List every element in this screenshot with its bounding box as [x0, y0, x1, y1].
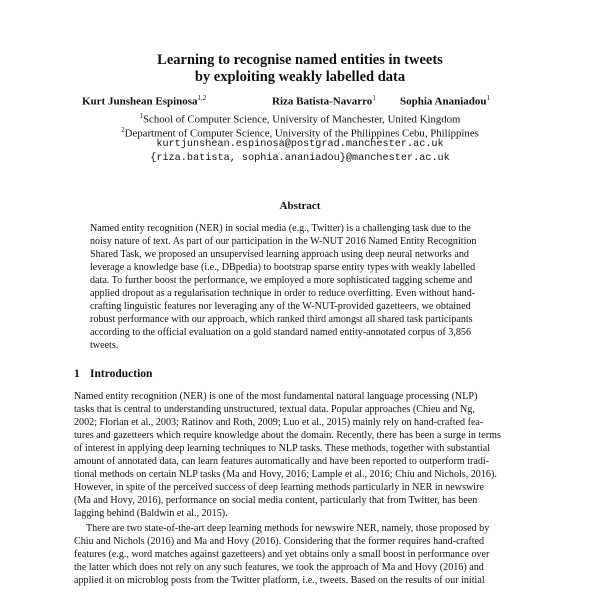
abstract-line: data. To further boost the performance, we employed a more sophisticated tagging scheme and [90, 275, 473, 286]
abstract-line: Shared Task, we proposed an unsupervised learning approach using deep neural networks and [90, 249, 469, 260]
section-heading [74, 368, 152, 380]
author [400, 94, 490, 108]
author-email: kurtjunshean.espinosa@postgrad.manchester.ac.uk [156, 139, 444, 150]
abstract-line: noisy nature of text. As part of our participation in the W-NUT 2016 Named Entity Recognition [90, 236, 477, 247]
abstract-line: crafting linguistic features nor leveraging any of the W-NUT-provided gazetteers, we obtained [90, 301, 471, 312]
body-line: There are two state-of-the-art deep learning methods for newswire NER, namely, those proposed by [86, 523, 490, 534]
paper-title-line-2: by exploiting weakly labelled data [194, 69, 406, 85]
body-line: tasks that is central to understanding unstructured, textual data. Popular approaches (Chieu and Ng, [74, 404, 475, 415]
abstract-line: Named entity recognition (NER) in social media (e.g., Twitter) is a challenging task due to the [90, 223, 471, 234]
section-title: Introduction [90, 368, 153, 380]
author-name: Kurt Junshean Espinosa [82, 95, 198, 108]
section-number: 1 [74, 368, 80, 380]
abstract-heading: Abstract [279, 200, 321, 212]
body-line: Chiu and Nichols (2016) and Ma and Hovy (2016). Considering that the former requires hand-crafted [74, 536, 485, 547]
body-line: tures and gazetteers which require knowledge about the domain. Recently, there has been a surge in terms [74, 430, 501, 441]
body-line: the latter which does not rely on any such features, we took the approach of Ma and Hovy (2016) and [74, 562, 484, 573]
author-affiliation-mark: 1,2 [197, 94, 207, 102]
affiliation-mark: 2 [121, 126, 125, 134]
author-name: Sophia Ananiadou [400, 95, 487, 108]
affiliation-text: Department of Computer Science, University of the Philippines Cebu, Philippines [124, 127, 479, 140]
body-line: (Ma and Hovy, 2016), performance on social media content, particularly that from Twitter, has been [74, 495, 478, 506]
author [272, 94, 376, 108]
author-affiliation-mark: 1 [372, 94, 376, 102]
body-line: Named entity recognition (NER) is one of the most fundamental natural language processing (NLP) [74, 391, 478, 402]
body-line: 2002; Florian et al., 2003; Ratinov and Roth, 2009; Luo et al., 2015) mainly rely on hand-crafted fea- [74, 417, 484, 428]
body-line: of interest in applying deep learning techniques to NLP tasks. These methods, together with substantial [74, 443, 491, 454]
body-line: lagging behind (Baldwin et al., 2015). [74, 508, 228, 519]
abstract-line: according to the official evaluation on a gold standard named entity-annotated corpus of 3,856 [90, 327, 472, 338]
author-list [0, 94, 600, 110]
author-affiliation-mark: 1 [486, 94, 491, 102]
abstract-line: tweets. [90, 340, 119, 351]
body-line: tional methods on certain NLP tasks (Ma and Hovy, 2016; Lample et al., 2016; Chiu and Nichols, 2016). [74, 469, 497, 480]
affiliation-text: School of Computer Science, University of Manchester, United Kingdom [143, 113, 461, 126]
abstract-line: robust performance with our approach, which ranked third amongst all shared task participants [90, 314, 473, 325]
paper-title-line-1: Learning to recognise named entities in tweets [157, 52, 443, 68]
body-line: amount of annotated data, can learn features automatically and have been reported to outperform tradi- [74, 456, 490, 467]
body-line: applied it on microblog posts from the Twitter platform, i.e., tweets. Based on the results of our initial [74, 575, 485, 586]
author-email: {riza.batista, sophia.ananiadou}@manchester.ac.uk [150, 153, 450, 164]
body-line: However, in spite of the perceived success of deep learning methods particularly in NER in newswire [74, 482, 484, 493]
abstract-line: leverage a knowledge base (i.e., DBpedia) to bootstrap sparse entity types with weakly labelled [90, 262, 476, 273]
author [82, 94, 206, 108]
body-line: features (e.g., word matches against gazetteers) and yet obtains only a small boost in performance over [74, 549, 490, 560]
author-name: Riza Batista-Navarro [272, 95, 373, 108]
abstract-line: applied dropout as a regularisation technique in order to reduce overfitting. Even without hand- [90, 288, 476, 299]
affiliation-mark: 1 [139, 112, 144, 120]
